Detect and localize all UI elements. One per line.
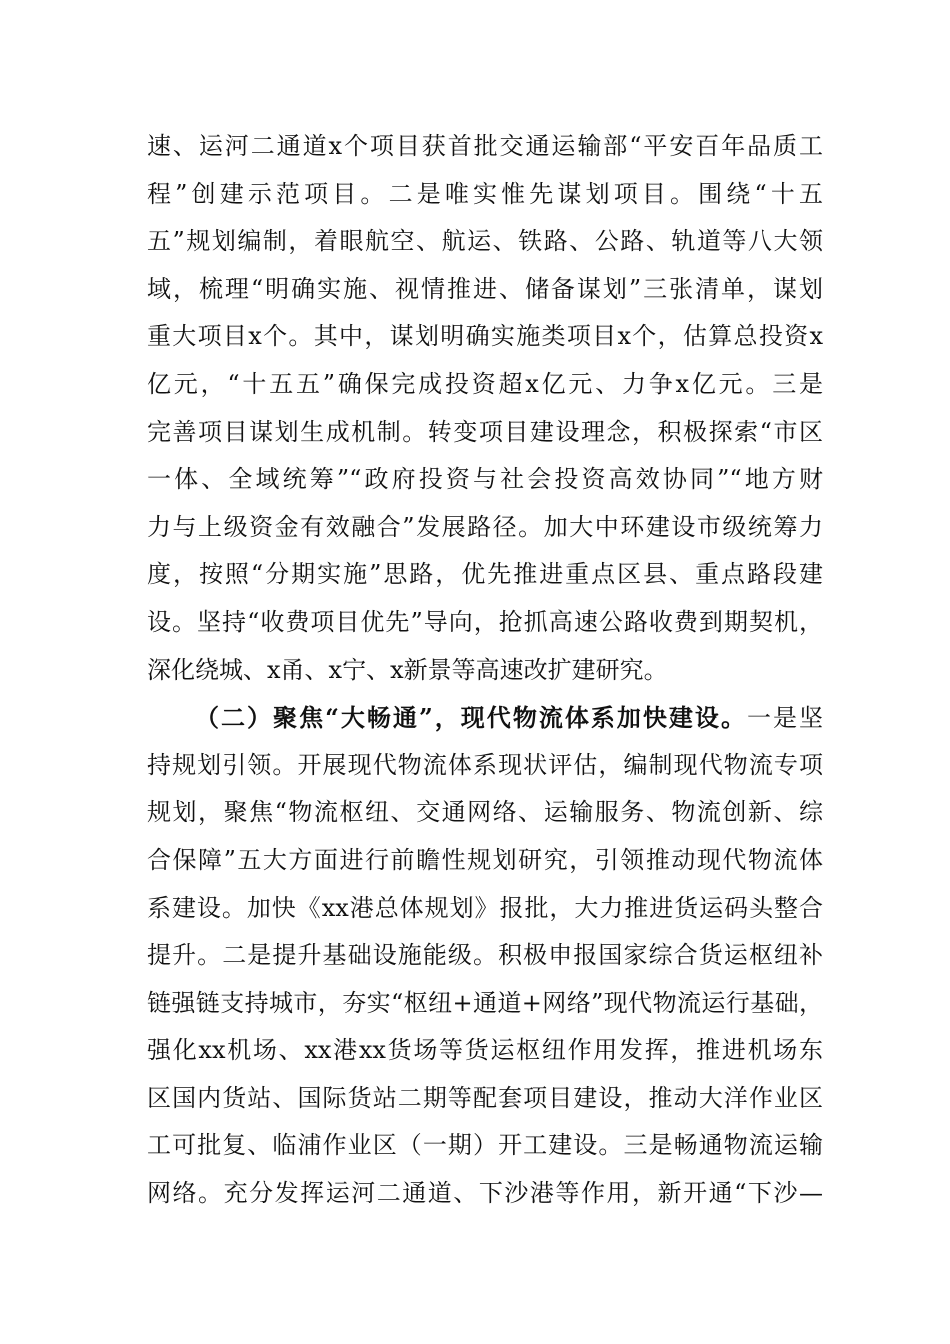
text-line: 度，按照“分期实施”思路，优先推进重点区县、重点路段建 xyxy=(147,560,823,589)
text-line: 力与上级资金有效融合”发展路径。加大中环建设市级统筹力 xyxy=(147,512,823,541)
text-line: 提升。二是提升基础设施能级。积极申报国家综合货运枢纽补 xyxy=(147,941,823,970)
text-line: 网络。充分发挥运河二通道、下沙港等作用，新开通“下沙— xyxy=(147,1179,823,1208)
text-line: 链强链支持城市，夯实“枢纽+通道+网络”现代物流运行基础， xyxy=(147,988,823,1017)
heading-line-rest: 一是坚 xyxy=(746,704,823,733)
text-line: 区国内货站、国际货站二期等配套项目建设，推动大洋作业区 xyxy=(147,1083,823,1112)
text-line: 完善项目谋划生成机制。转变项目建设理念，积极探索“市区 xyxy=(147,417,823,446)
text-line: 持规划引领。开展现代物流体系现状评估，编制现代物流专项 xyxy=(147,750,823,779)
text-line: 系建设。加快《xx港总体规划》报批，大力推进货运码头整合 xyxy=(147,893,823,922)
text-line: 工可批复、临浦作业区（一期）开工建设。三是畅通物流运输 xyxy=(147,1131,823,1160)
paragraph-heading-line xyxy=(147,694,823,742)
text-line: 重大项目x个。其中，谋划明确实施类项目x个，估算总投资x xyxy=(147,322,823,351)
text-line: 设。坚持“收费项目优先”导向，抢抓高速公路收费到期契机， xyxy=(147,607,823,636)
paragraph-1 xyxy=(147,123,823,694)
text-line: 规划，聚焦“物流枢纽、交通网络、运输服务、物流创新、综 xyxy=(147,798,823,827)
text-line: 一体、全域统筹”“政府投资与社会投资高效协同”“地方财 xyxy=(147,465,823,494)
section-heading: （二）聚焦“大畅通”，现代物流体系加快建设。 xyxy=(195,703,747,733)
text-line: 程”创建示范项目。二是唯实惟先谋划项目。围绕“十五 xyxy=(147,179,823,208)
text-line: 速、运河二通道x个项目获首批交通运输部“平安百年品质工 xyxy=(147,132,823,160)
text-line: 域，梳理“明确实施、视情推进、储备谋划”三张清单，谋划 xyxy=(147,274,823,303)
body-text xyxy=(147,123,823,1218)
text-line: 五”规划编制，着眼航空、航运、铁路、公路、轨道等八大领 xyxy=(147,227,823,256)
text-line: 深化绕城、x甬、x宁、x新景等高速改扩建研究。 xyxy=(147,655,668,684)
text-line: 强化xx机场、xx港xx货场等货运枢纽作用发挥，推进机场东 xyxy=(147,1036,823,1065)
text-line: 合保障”五大方面进行前瞻性规划研究，引领推动现代物流体 xyxy=(147,845,823,874)
text-line: 亿元，“十五五”确保完成投资超x亿元、力争x亿元。三是 xyxy=(147,369,823,398)
paragraph-2 xyxy=(147,694,823,1218)
